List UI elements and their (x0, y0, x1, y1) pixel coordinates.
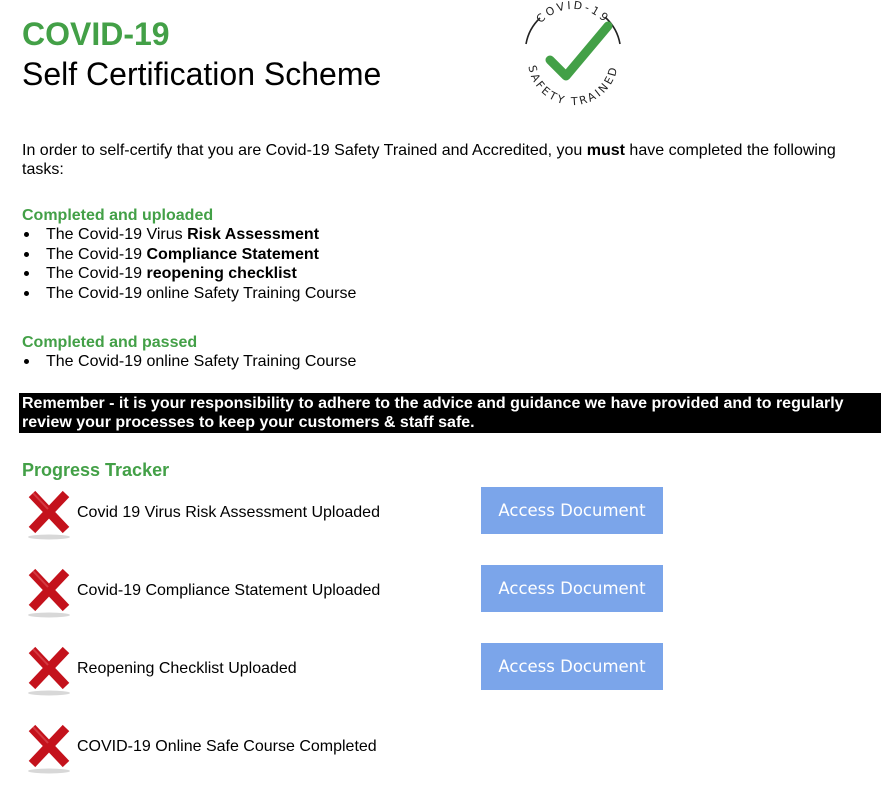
bullet-icon (24, 271, 29, 276)
red-cross-icon (24, 488, 74, 540)
red-cross-icon (24, 644, 74, 696)
list-item (22, 264, 356, 284)
list-item-emphasis: Compliance Statement (146, 245, 319, 263)
intro-paragraph (22, 141, 862, 179)
list-item-emphasis: reopening checklist (146, 265, 297, 282)
tracker-row-label: Covid-19 Compliance Statement Uploaded (77, 582, 381, 599)
passed-section-title: Completed and passed (22, 334, 198, 351)
tracker-row-risk-assessment (22, 486, 882, 542)
check-icon (550, 26, 608, 76)
bullet-icon (24, 291, 29, 296)
access-document-button[interactable]: Access Document (481, 487, 663, 534)
tracker-row-label: Covid 19 Virus Risk Assessment Uploaded (77, 504, 380, 521)
list-item (22, 284, 356, 304)
brand-heading: COVID-19 (22, 16, 170, 52)
intro-text-start: In order to self-certify that you are Covid-19 Safety Trained and Accredited, you (22, 142, 587, 159)
access-document-button[interactable]: Access Document (481, 643, 663, 690)
red-cross-icon (24, 566, 74, 618)
list-item-emphasis: Risk Assessment (187, 226, 320, 243)
intro-emphasis: must (586, 142, 625, 159)
list-item (22, 352, 356, 372)
list-item (22, 225, 356, 245)
passed-task-list (22, 352, 356, 372)
responsibility-notice: Remember - it is your responsibility to adhere to the advice and guidance we have provided and to regularly review your processes to keep your customers & staff safe. (19, 393, 881, 433)
tracker-row-compliance-statement (22, 564, 882, 620)
list-item-text: The Covid-19 online Safety Training Course (46, 284, 357, 302)
uploaded-section-title: Completed and uploaded (22, 207, 214, 224)
list-item-text: The Covid-19 (46, 265, 147, 282)
intro-text-end: have completed the following tasks: (22, 142, 836, 178)
list-item-text: The Covid-19 online Safety Training Course (46, 353, 357, 370)
list-item-text: The Covid-19 Virus (46, 226, 188, 243)
tracker-row-reopening-checklist (22, 642, 882, 698)
page-title: Self Certification Scheme (22, 56, 382, 92)
svg-text:COVID-19 (534, 0, 613, 26)
bullet-icon (24, 232, 29, 237)
list-item (22, 245, 356, 265)
access-document-button[interactable]: Access Document (481, 565, 663, 612)
progress-tracker-title: Progress Tracker (22, 460, 170, 480)
tracker-row-label: Reopening Checklist Uploaded (77, 660, 297, 677)
tracker-row-online-course (22, 720, 882, 776)
badge-bottom-text: SAFETY TRAINED (525, 63, 621, 109)
red-cross-icon (24, 722, 74, 774)
uploaded-task-list (22, 225, 356, 303)
bullet-icon (24, 359, 29, 364)
safety-trained-badge-logo (508, 0, 638, 110)
tracker-row-label: COVID-19 Online Safe Course Completed (77, 738, 377, 755)
list-item-text: The Covid-19 (46, 245, 147, 263)
bullet-icon (24, 252, 29, 257)
badge-top-text: COVID-19 (533, 0, 613, 26)
